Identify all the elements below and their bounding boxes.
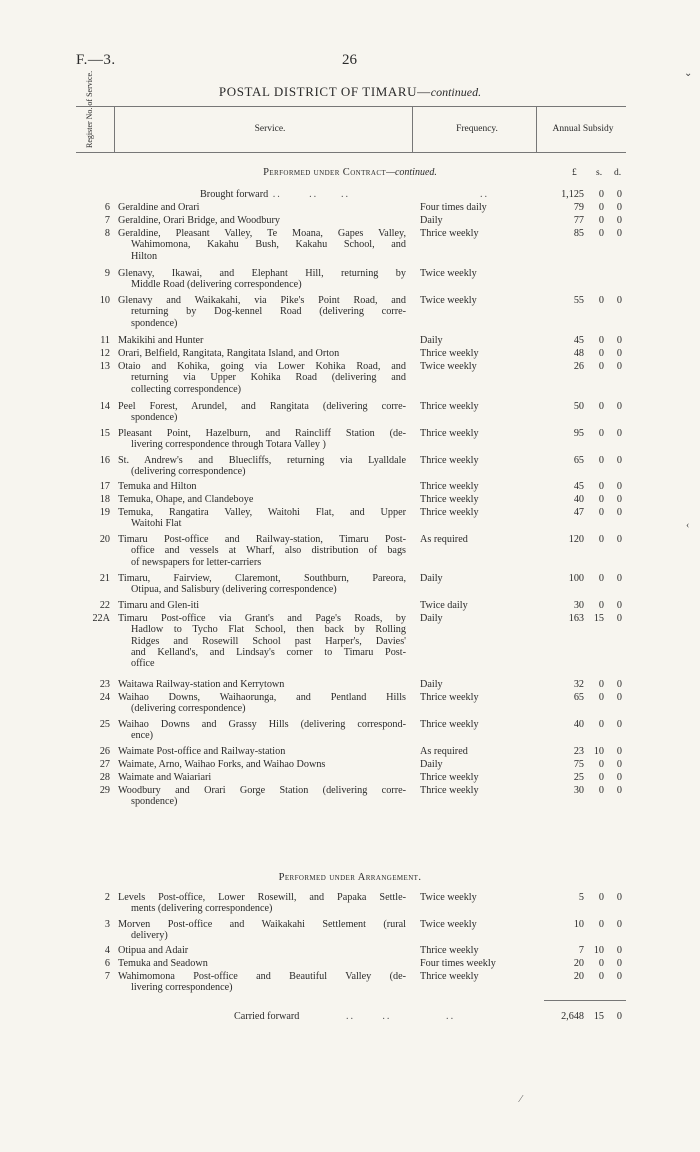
subsidy-shillings: 0 — [598, 958, 604, 969]
subsidy-pounds: 45 — [573, 481, 584, 492]
register-number: 4 — [104, 945, 110, 956]
subsidy-pence: 0 — [616, 361, 622, 372]
subsidy-pence: 0 — [616, 335, 622, 346]
subsidy-pence: 0 — [616, 679, 622, 690]
subsidy-shillings: 15 — [593, 613, 604, 624]
subsidy-pence: 0 — [616, 295, 622, 306]
register-number: 7 — [104, 971, 110, 982]
register-number: 29 — [99, 785, 110, 796]
table-top-rule — [76, 106, 626, 107]
service-line: collecting correspondence) — [131, 383, 242, 395]
carried-forward-pence: 0 — [616, 1011, 622, 1022]
section-heading-arrangement: Performed under Arrangement. — [278, 872, 422, 883]
service-description — [118, 600, 406, 611]
service-line: Geraldine, Pleasant Valley, Te Moana, Gapes Valley, — [118, 228, 406, 239]
column-divider — [114, 106, 115, 153]
subsidy-shillings: 0 — [598, 428, 604, 439]
subsidy-shillings: 10 — [593, 746, 604, 757]
register-number: 8 — [104, 228, 110, 239]
service-line: Temuka and Seadown — [118, 958, 208, 969]
subsidy-pounds: 55 — [573, 295, 584, 306]
frequency: Twice weekly — [420, 361, 477, 372]
service-description — [118, 785, 406, 808]
service-description — [118, 494, 406, 505]
service-line: Levels Post-office, Lower Rosewill, and Papaka Settle- — [118, 892, 406, 903]
service-description — [118, 534, 406, 568]
service-line: Pleasant Point, Hazelburn, and Raincliff Station (de- — [118, 428, 406, 439]
subsidy-shillings: 0 — [598, 573, 604, 584]
frequency: Daily — [420, 759, 443, 770]
subsidy-pounds: 65 — [573, 692, 584, 703]
frequency: Thrice weekly — [420, 494, 479, 505]
subsidy-pounds: 50 — [573, 401, 584, 412]
subsidy-column-header: Annual Subsidy — [552, 124, 614, 134]
subsidy-shillings: 0 — [598, 202, 604, 213]
service-line: delivery) — [131, 930, 168, 942]
register-number: 14 — [99, 401, 110, 412]
frequency: Thrice weekly — [420, 455, 479, 466]
subsidy-pence: 0 — [616, 613, 622, 624]
service-line: Waihao Downs, Waihaorunga, and Pentland Hills — [118, 692, 406, 703]
subsidy-pounds: 20 — [573, 971, 584, 982]
service-line: Hadlow to Tycho Flat School, then back by Rolling — [131, 624, 406, 636]
register-number: 11 — [100, 335, 110, 346]
subsidy-pence: 0 — [616, 945, 622, 956]
register-number: 22A — [92, 613, 110, 624]
page-title — [0, 84, 700, 100]
subsidy-shillings: 0 — [598, 455, 604, 466]
carried-forward-pounds: 2,648 — [561, 1011, 584, 1022]
frequency: Thrice weekly — [420, 772, 479, 783]
register-number: 26 — [99, 746, 110, 757]
service-line: Glenavy and Waikakahi, via Pike's Point Road, and — [118, 295, 406, 306]
brought-forward-pence: 0 — [616, 189, 622, 200]
service-description — [118, 772, 406, 783]
register-number: 12 — [99, 348, 110, 359]
subsidy-pence: 0 — [616, 428, 622, 439]
service-description — [118, 401, 406, 424]
subsidy-shillings: 0 — [598, 401, 604, 412]
frequency: As required — [420, 534, 468, 545]
currency-pence: d. — [614, 168, 622, 178]
service-line: Timaru Post-office and Railway-station, Timaru Post- — [118, 534, 406, 545]
subsidy-pounds: 23 — [573, 746, 584, 757]
frequency: Thrice weekly — [420, 507, 479, 518]
service-column-header: Service. — [254, 124, 286, 134]
service-line: and Kelland's, and Lindsay's corner to Timaru Post- — [131, 646, 406, 658]
register-number: 7 — [104, 215, 110, 226]
brought-forward-label: Brought forward — [200, 189, 269, 200]
brought-forward-pounds: 1,125 — [561, 189, 584, 200]
subsidy-pounds: 65 — [573, 455, 584, 466]
service-description — [118, 573, 406, 596]
subsidy-pence: 0 — [616, 719, 622, 730]
subsidy-pounds: 47 — [573, 507, 584, 518]
subsidy-pence: 0 — [616, 507, 622, 518]
service-line: Otipua, and Salisbury (delivering correspondence) — [131, 584, 337, 596]
service-description — [118, 746, 406, 757]
subsidy-pounds: 40 — [573, 719, 584, 730]
service-description — [118, 971, 406, 994]
frequency: Thrice weekly — [420, 719, 479, 730]
register-number: 6 — [104, 958, 110, 969]
service-line: Makikihi and Hunter — [118, 335, 204, 346]
service-line: office and vessels at Wharf, also distribution of bags — [131, 545, 406, 557]
subsidy-pounds: 77 — [573, 215, 584, 226]
frequency: Twice weekly — [420, 295, 477, 306]
subsidy-shillings: 0 — [598, 481, 604, 492]
subsidy-pounds: 79 — [573, 202, 584, 213]
service-line: Temuka, Rangatira Valley, Waitohi Flat, and Upper — [118, 507, 406, 518]
carried-forward-label: Carried forward — [234, 1011, 300, 1022]
service-description — [118, 919, 406, 942]
page-number: 26 — [342, 52, 357, 68]
service-description — [118, 215, 406, 226]
column-divider — [412, 106, 413, 153]
frequency: Daily — [420, 573, 443, 584]
frequency: Thrice weekly — [420, 428, 479, 439]
subsidy-shillings: 10 — [593, 945, 604, 956]
register-number: 20 — [99, 534, 110, 545]
service-line: Geraldine and Orari — [118, 202, 200, 213]
service-line: Peel Forest, Arundel, and Rangitata (delivering corre- — [118, 401, 406, 412]
register-number: 10 — [99, 295, 110, 306]
frequency: Four times weekly — [420, 958, 496, 969]
register-number: 17 — [99, 481, 110, 492]
register-number: 2 — [104, 892, 110, 903]
service-line: Geraldine, Orari Bridge, and Woodbury — [118, 215, 280, 226]
service-line: Temuka and Hilton — [118, 481, 197, 492]
service-line: Ridges and Rosewill School past Harper's, Davies' — [131, 635, 406, 647]
service-description — [118, 228, 406, 262]
service-line: Waimate Post-office and Railway-station — [118, 746, 286, 757]
subsidy-pounds: 32 — [573, 679, 584, 690]
service-description — [118, 361, 406, 395]
subsidy-shillings: 0 — [598, 335, 604, 346]
subsidy-pounds: 7 — [578, 945, 584, 956]
subsidy-pounds: 20 — [573, 958, 584, 969]
subsidy-shillings: 0 — [598, 494, 604, 505]
service-description — [118, 613, 406, 669]
subsidy-shillings: 0 — [598, 600, 604, 611]
subsidy-pence: 0 — [616, 785, 622, 796]
frequency: Four times daily — [420, 202, 487, 213]
subsidy-pence: 0 — [616, 215, 622, 226]
subsidy-pence: 0 — [616, 494, 622, 505]
subsidy-pounds: 40 — [573, 494, 584, 505]
service-line: returning via Upper Kohika Road (delivering and — [131, 372, 406, 384]
subsidy-shillings: 0 — [598, 507, 604, 518]
register-number: 24 — [99, 692, 110, 703]
service-line: spondence) — [131, 412, 178, 424]
subsidy-pounds: 30 — [573, 600, 584, 611]
subsidy-pounds: 163 — [568, 613, 584, 624]
subsidy-pence: 0 — [616, 971, 622, 982]
subsidy-pounds: 25 — [573, 772, 584, 783]
register-number: 9 — [104, 268, 110, 279]
subsidy-shillings: 0 — [598, 719, 604, 730]
frequency: Thrice weekly — [420, 481, 479, 492]
service-description — [118, 455, 406, 478]
service-description — [118, 428, 406, 451]
subsidy-shillings: 0 — [598, 892, 604, 903]
service-description — [118, 719, 406, 742]
service-line: Otipua and Adair — [118, 945, 189, 956]
register-number: 28 — [99, 772, 110, 783]
register-number: 22 — [99, 600, 110, 611]
frequency: Twice weekly — [420, 919, 477, 930]
frequency: Thrice weekly — [420, 348, 479, 359]
document-page: F.—3. 26 POSTAL DISTRICT OF TIMARU—continued. Register No. of Service. Service. Frequency. Annual Subsidy Performed under Contract—continued. £ s. d. Brought forward .. .. .. .. 1,125 0 0 6 Geraldine and Orari Four times daily 79 0 0 7 Geraldine, Orari Bridge, and Woodbury Daily 77 0 0 8 Geraldine, Pleasant Valley, Te Moana, Gapes Valley, Wahimomona, Kakahu Bush, Kakahu School, and Hilton Thrice weekly 85 0 0 9 Glenavy, Ikawai, and Elephant Hill, returning by Middle Road (delivering correspondence) Twice weekly 10 Glenavy and Waikakahi, via Pike's Point Road, and returning by Dog-kennel Road (delivering corre- spondence) Twice weekly 55 0 0 11 Makikihi and Hunter Daily 45 0 0 12 Orari, Belfield, Rangitata, Rangitata Island, and Orton Thrice weekly 48 0 0 13 Otaio and Kohika, going via Lower Kohika Road, and returning via Upper Kohika Road (delivering and collecting correspondence) Twice weekly 26 0 0 14 Peel Forest, Arundel, and Rangitata (delivering corre- spondence) Thrice weekly 50 0 0 15 Pleasant Point, Hazelburn, and Raincliff Station (de- livering correspondence through Totara Valley ) Thrice weekly 95 0 0 16 St. Andrew's and Bluecliffs, returning via Lyalldale (delivering correspondence) Thrice weekly 65 0 0 17 Temuka and Hilton Thrice weekly 45 0 0 18 Temuka, Ohape, and Clandeboye Thrice weekly 40 0 0 19 Temuka, Rangatira Valley, Waitohi Flat, and Upper Waitohi Flat Thrice weekly 47 0 0 20 Timaru Post-office and Railway-station, Timaru Post- office and vessels at Wharf, also distribution of bags of newspapers for letter-carriers As required 120 0 0 21 Timaru, Fairview, Claremont, Southburn, Pareora, Otipua, and Salisbury (delivering correspondence) Daily 100 0 0 22 Timaru and Glen-iti Twice daily 30 0 0 22A Timaru Post-office via Grant's and Page's Roads, by Hadlow to Tycho Flat School, then back by Rolling Ridges and Rosewill School past Harper's, Davies' and Kelland's, and Lindsay's corner to Timaru Post- office Daily 163 15 0 23 Waitawa Railway-station and Kerrytown Daily 32 0 0 24 Waihao Downs, Waihaorunga, and Pentland Hills (delivering correspondence) Thrice weekly 65 0 0 25 Waihao Downs and Grassy Hills (delivering correspond- ence) Thrice weekly 40 0 0 26 Waimate Post-office and Railway-station As required 23 10 0 27 Waimate, Arno, Waihao Forks, and Waihao Downs Daily 75 0 0 28 Waimate and Waiariari Thrice weekly 25 0 0 29 Woodbury and Orari Gorge Station (delivering corre- spondence) Thrice weekly 30 0 0 Performed under Arrangement. 2 Levels Post-office, Lower Rosewill, and Papaka Settle- ments (delivering correspondence) Twice weekly 5 0 0 3 Morven Post-office and Waikakahi Settlement (rural delivery) Twice weekly 10 0 0 4 Otipua and Adair Thrice weekly 7 10 0 6 Temuka and Seadown Four times weekly 20 0 0 7 Wahimomona Post-office and Beautiful Valley (de- livering correspondence) Thrice weekly 20 0 0 Carried forward .. .. .. 2,648 15 0 ⌄ ‹ ⁄ — [0, 0, 700, 1152]
margin-mark: ⌄ — [684, 68, 693, 79]
subsidy-pence: 0 — [616, 958, 622, 969]
service-description — [118, 202, 406, 213]
subsidy-shillings: 0 — [598, 361, 604, 372]
service-line: Hilton — [131, 250, 158, 262]
register-number: 3 — [104, 919, 110, 930]
frequency: As required — [420, 746, 468, 757]
service-line: ence) — [131, 730, 154, 742]
carried-forward-shillings: 15 — [593, 1011, 604, 1022]
subsidy-pounds: 95 — [573, 428, 584, 439]
frequency: Twice weekly — [420, 892, 477, 903]
column-divider — [536, 106, 537, 153]
section-heading-contract: Performed under Contract—continued. — [263, 167, 437, 178]
subsidy-pounds: 75 — [573, 759, 584, 770]
service-line: spondence) — [131, 317, 178, 329]
service-line: Wahimomona, Kakahu Bush, Kakahu School, and — [131, 239, 406, 251]
subsidy-shillings: 0 — [598, 692, 604, 703]
service-line: Orari, Belfield, Rangitata, Rangitata Island, and Orton — [118, 348, 340, 359]
service-description — [118, 958, 406, 969]
service-line: Timaru, Fairview, Claremont, Southburn, Pareora, — [118, 573, 406, 584]
title-main: POSTAL DISTRICT OF TIMARU— — [218, 84, 431, 99]
service-line: St. Andrew's and Bluecliffs, returning via Lyalldale — [118, 455, 406, 466]
subsidy-pence: 0 — [616, 202, 622, 213]
service-line: of newspapers for letter-carriers — [131, 556, 262, 568]
service-line: Waitawa Railway-station and Kerrytown — [118, 679, 285, 690]
frequency-column-header: Frequency. — [456, 124, 498, 134]
service-line: (delivering correspondence) — [131, 466, 246, 478]
subsidy-shillings: 0 — [598, 785, 604, 796]
title-continued: continued. — [430, 85, 482, 99]
subsidy-pence: 0 — [616, 746, 622, 757]
register-number: 19 — [99, 507, 110, 518]
subsidy-shillings: 0 — [598, 971, 604, 982]
service-line: Waitohi Flat — [131, 518, 182, 530]
subsidy-pence: 0 — [616, 348, 622, 359]
subsidy-pence: 0 — [616, 573, 622, 584]
service-line: Timaru and Glen-iti — [118, 600, 200, 611]
service-description — [118, 507, 406, 530]
service-description — [118, 481, 406, 492]
margin-mark: ‹ — [686, 520, 690, 531]
frequency: Thrice weekly — [420, 971, 479, 982]
service-line: Otaio and Kohika, going via Lower Kohika Road, and — [118, 361, 406, 372]
service-line: livering correspondence through Totara Valley ) — [131, 439, 326, 451]
subsidy-pounds: 120 — [568, 534, 584, 545]
subsidy-pounds: 5 — [578, 892, 584, 903]
service-line: Middle Road (delivering correspondence) — [131, 279, 302, 291]
register-number: 16 — [99, 455, 110, 466]
register-column-header: Register No. of Service. — [85, 70, 94, 148]
register-number: 13 — [99, 361, 110, 372]
service-line: returning by Dog-kennel Road (delivering corre- — [131, 306, 406, 318]
register-number: 18 — [99, 494, 110, 505]
service-description — [118, 348, 406, 359]
subsidy-shillings: 0 — [598, 215, 604, 226]
frequency: Twice daily — [420, 600, 468, 611]
frequency: Thrice weekly — [420, 692, 479, 703]
subsidy-shillings: 0 — [598, 919, 604, 930]
subsidy-pounds: 30 — [573, 785, 584, 796]
service-line: Morven Post-office and Waikakahi Settlement (rural — [118, 919, 406, 930]
register-number: 25 — [99, 719, 110, 730]
currency-shillings: s. — [596, 168, 603, 178]
subsidy-shillings: 0 — [598, 534, 604, 545]
subsidy-pounds: 10 — [573, 919, 584, 930]
service-line: Wahimomona Post-office and Beautiful Valley (de- — [118, 971, 406, 982]
service-line: spondence) — [131, 796, 178, 808]
subsidy-pence: 0 — [616, 759, 622, 770]
service-description — [118, 295, 406, 329]
table-header-bottom-rule — [76, 152, 626, 153]
subsidy-shillings: 0 — [598, 228, 604, 239]
service-line: (delivering correspondence) — [131, 703, 246, 715]
frequency: Twice weekly — [420, 268, 477, 279]
margin-mark: ⁄ — [520, 1094, 522, 1105]
frequency: Daily — [420, 335, 443, 346]
subsidy-pence: 0 — [616, 600, 622, 611]
subsidy-pounds: 45 — [573, 335, 584, 346]
service-line: ments (delivering correspondence) — [131, 903, 273, 915]
register-number: 21 — [99, 573, 110, 584]
register-number: 6 — [104, 202, 110, 213]
subsidy-pence: 0 — [616, 481, 622, 492]
subsidy-shillings: 0 — [598, 679, 604, 690]
currency-pounds: £ — [572, 168, 577, 178]
frequency: Daily — [420, 679, 443, 690]
register-number: 23 — [99, 679, 110, 690]
register-number: 15 — [99, 428, 110, 439]
subsidy-pence: 0 — [616, 534, 622, 545]
register-number: 27 — [99, 759, 110, 770]
total-rule — [544, 1000, 626, 1001]
service-description — [118, 679, 406, 690]
subsidy-pence: 0 — [616, 772, 622, 783]
service-line: Woodbury and Orari Gorge Station (delivering corre- — [118, 785, 406, 796]
frequency: Thrice weekly — [420, 785, 479, 796]
service-line: Timaru Post-office via Grant's and Page's Roads, by — [118, 613, 406, 624]
subsidy-pence: 0 — [616, 692, 622, 703]
subsidy-pence: 0 — [616, 455, 622, 466]
subsidy-pence: 0 — [616, 919, 622, 930]
service-description — [118, 268, 406, 291]
service-line: office — [131, 658, 155, 670]
brought-forward-shillings: 0 — [598, 189, 604, 200]
subsidy-shillings: 0 — [598, 295, 604, 306]
frequency: Thrice weekly — [420, 401, 479, 412]
service-description — [118, 692, 406, 715]
subsidy-pence: 0 — [616, 892, 622, 903]
service-description — [118, 945, 406, 956]
subsidy-pounds: 26 — [573, 361, 584, 372]
subsidy-pounds: 48 — [573, 348, 584, 359]
service-line: livering correspondence) — [131, 982, 233, 994]
subsidy-shillings: 0 — [598, 759, 604, 770]
subsidy-pounds: 100 — [568, 573, 584, 584]
frequency: Daily — [420, 215, 443, 226]
service-line: Waihao Downs and Grassy Hills (delivering correspond- — [118, 719, 406, 730]
document-reference: F.—3. — [76, 52, 116, 68]
subsidy-pence: 0 — [616, 228, 622, 239]
frequency: Daily — [420, 613, 443, 624]
frequency: Thrice weekly — [420, 945, 479, 956]
service-description — [118, 335, 406, 346]
frequency: Thrice weekly — [420, 228, 479, 239]
subsidy-pence: 0 — [616, 401, 622, 412]
subsidy-shillings: 0 — [598, 772, 604, 783]
subsidy-shillings: 0 — [598, 348, 604, 359]
subsidy-pounds: 85 — [573, 228, 584, 239]
service-description — [118, 759, 406, 770]
service-line: Glenavy, Ikawai, and Elephant Hill, returning by — [118, 268, 406, 279]
service-line: Waimate and Waiariari — [118, 772, 212, 783]
service-line: Waimate, Arno, Waihao Forks, and Waihao Downs — [118, 759, 326, 770]
service-description — [118, 892, 406, 915]
service-line: Temuka, Ohape, and Clandeboye — [118, 494, 254, 505]
